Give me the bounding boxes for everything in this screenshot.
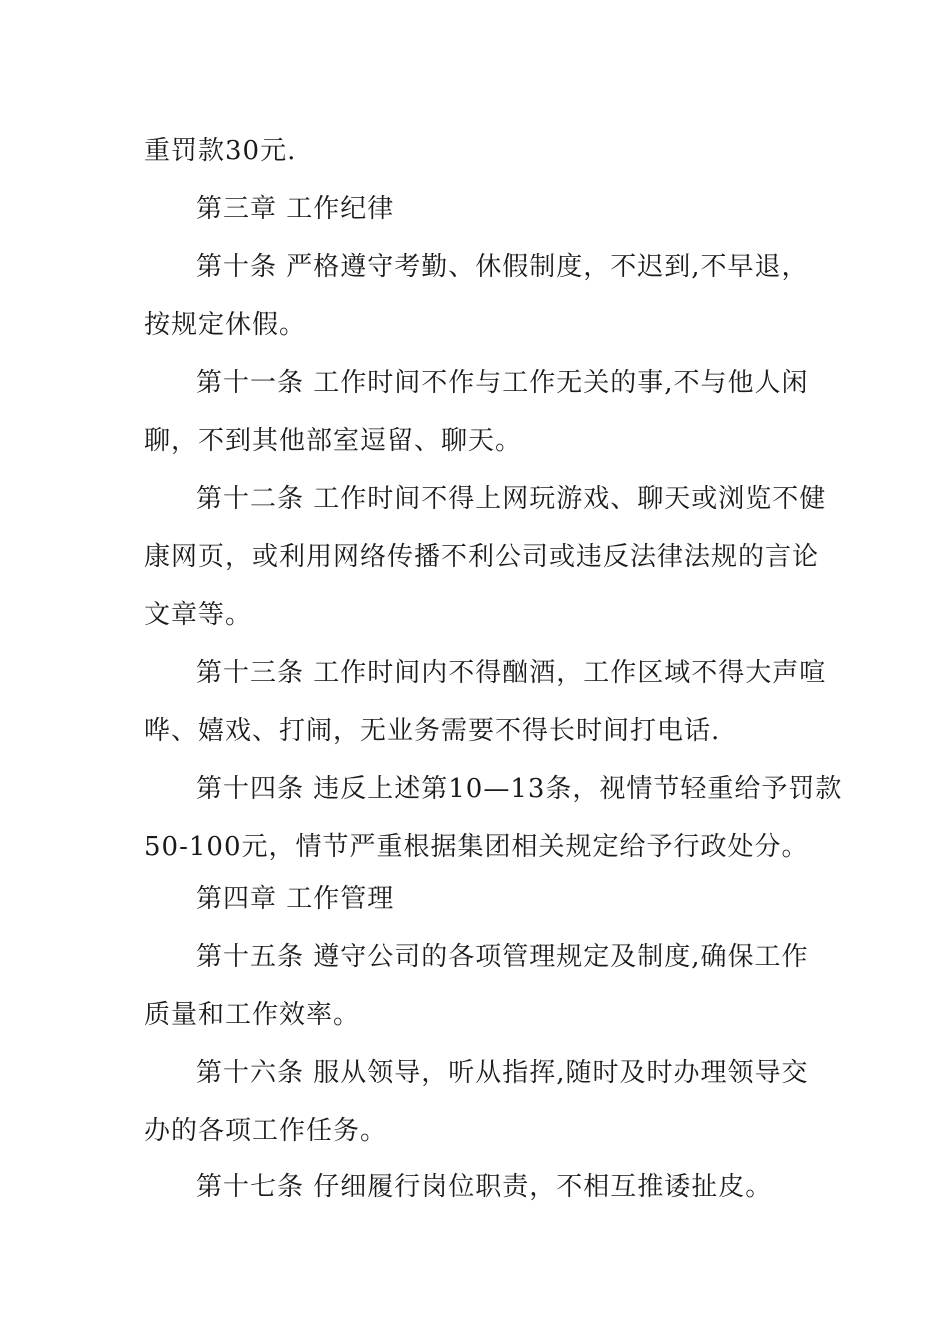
article-line: 50-100元，情节严重根据集团相关规定给予行政处分。 [144,832,809,862]
article-line: 第十七条 仔细履行岗位职责，不相互推诿扯皮。 [196,1172,773,1202]
article-line: 第十一条 工作时间不作与工作无关的事,不与他人闲 [196,368,809,398]
article-line: 第十四条 违反上述第10—13条，视情节轻重给予罚款 [196,774,843,804]
article-line: 第十五条 遵守公司的各项管理规定及制度,确保工作 [196,942,809,972]
article-line: 第十六条 服从领导，听从指挥,随时及时办理领导交 [196,1058,809,1088]
chapter-heading: 第三章 工作纪律 [196,194,395,224]
paragraph-line: 重罚款30元. [144,136,297,166]
article-line: 办的各项工作任务。 [144,1116,388,1146]
chapter-heading: 第四章 工作管理 [196,884,395,914]
article-line: 文章等。 [144,600,253,630]
article-line: 康网页，或利用网络传播不利公司或违反法律法规的言论 [144,542,820,572]
article-line: 第十三条 工作时间内不得酗酒，工作区域不得大声喧 [196,658,827,688]
article-line: 质量和工作效率。 [144,1000,361,1030]
article-line: 第十二条 工作时间不得上网玩游戏、聊天或浏览不健 [196,484,827,514]
article-line: 哗、嬉戏、打闹，无业务需要不得长时间打电话. [144,716,721,746]
article-line: 聊，不到其他部室逗留、聊天。 [144,426,523,456]
article-line: 按规定休假。 [144,310,307,340]
article-line: 第十条 严格遵守考勤、休假制度，不迟到,不早退， [196,252,809,282]
